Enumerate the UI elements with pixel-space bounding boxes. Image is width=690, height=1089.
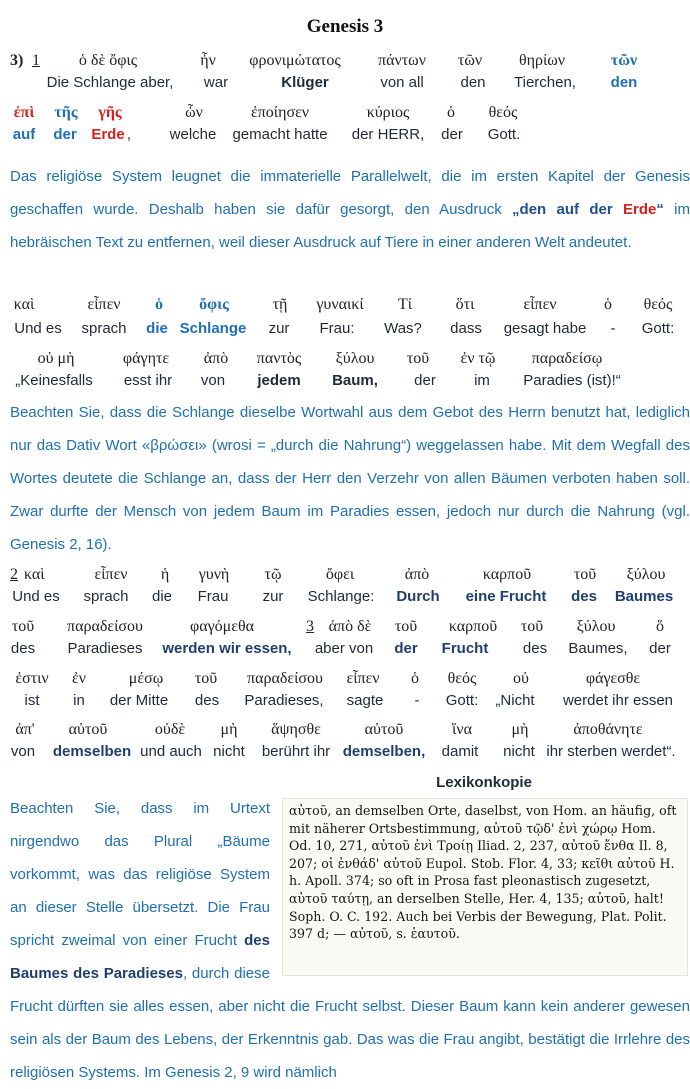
greek-row (10, 721, 686, 741)
greek-word: οὐ μὴ (37, 350, 75, 367)
german-word: - (414, 692, 420, 709)
german-word: nicht (503, 743, 535, 760)
greek-word: ξύλου (335, 350, 375, 367)
german-word: zur (268, 320, 290, 337)
greek-row (10, 52, 686, 72)
quoted-phrase: „den auf der (512, 201, 623, 218)
greek-word: παραδείσου (67, 618, 143, 635)
german-word: war (203, 74, 229, 91)
greek-word: φάγεσθε (585, 670, 641, 687)
greek-word: ὄφει (325, 566, 355, 583)
greek-word: εἶπεν (94, 566, 128, 583)
greek-word: εἶπεν (87, 296, 121, 313)
greek-word: ἦν (200, 52, 216, 69)
german-word: damit (441, 743, 479, 760)
german-row (10, 372, 686, 392)
german-word: zur (262, 588, 284, 605)
german-word: und auch (140, 743, 202, 760)
german-word: Klüger (281, 74, 329, 91)
greek-word: τοῦ (573, 566, 597, 583)
german-word: , (126, 126, 132, 143)
greek-word: τοῦ (394, 618, 418, 635)
quote-close: “ (656, 201, 664, 218)
german-word: „Nicht (495, 692, 535, 709)
german-word: „Keinesfalls (15, 372, 93, 389)
greek-row (10, 104, 686, 124)
greek-word: γυνὴ (198, 566, 230, 583)
german-word: der (53, 126, 77, 143)
greek-word: γυναικί (316, 296, 364, 313)
german-word: esst ihr (123, 372, 173, 389)
german-word: der (394, 640, 418, 657)
greek-word: Τί (397, 296, 413, 313)
german-word: dass (450, 320, 482, 337)
greek-word: ὧν (185, 104, 203, 121)
paragraph-text: Das religiöse System leugnet die immaterielle Parallelwelt, die im ersten Kapitel der Genesis geschaffen wurde. Deshalb haben sie dafür gesorgt, den Ausdruck (10, 168, 690, 218)
german-word: sagte (346, 692, 384, 709)
greek-word: εἶπεν (523, 296, 557, 313)
greek-word: γῆς (98, 104, 122, 121)
greek-word: πάντων (378, 52, 426, 69)
german-word: werdet ihr essen (562, 692, 674, 709)
german-word: der (649, 640, 671, 657)
greek-word: τῶν (457, 52, 483, 69)
greek-word: θεός (488, 104, 518, 121)
german-word: Frau: (319, 320, 355, 337)
greek-word: θεός (447, 670, 477, 687)
german-word: sprach (81, 320, 127, 337)
greek-word: ἀπὸ δὲ (328, 618, 372, 635)
german-word: berührt ihr (261, 743, 331, 760)
greek-word: παραδείσου (247, 670, 323, 687)
greek-word: ἀπὸ (203, 350, 229, 367)
greek-word: αὐτοῦ (68, 721, 108, 738)
paragraph-text: , durch diese Frucht dürften sie alles essen, aber nicht die Frucht selbst. Dieser Baum kann kein anderer gewesen sein als der Baum des Lebens, der Erkenntnis gab. Das was die Frau angibt, bestätigt die Irrlehre des religiösen Systems. Im Genesis 2, 9 wird nämlich (10, 965, 690, 1081)
lexicon-entry-text: αὐτοῦ, an demselben Orte, daselbst, von Hom. an häufig, oft mit näherer Ortsbestimmung, αὐτοῦ τῷδ' ἐνὶ χώρῳ Hom. Od. 10, 271, αὐτοῦ ἐνὶ Τροίῃ Iliad. 2, 237, αὐτοῦ ἔνθα Il. 8, 207; οἱ ἐνθάδ' αὐτοῦ Eupol. Stob. Flor. 4, 33; κεῖθι αὐτοῦ H. h. Apoll. 374; so oft in Prosa fast pleonastisch zugesetzt, αὐτοῦ ταύτῃ, an derselben Stelle, Her. 4, 135; αὐτοῦ, halt! Soph. O. C. 192. Auch bei Verbis der Bewegung, Plat. Polit. 397 d; — αὐτοῦ, s. ἑαυτοῦ. (289, 803, 677, 942)
german-word: im (474, 372, 490, 389)
german-word: demselben, (342, 743, 426, 760)
lexicon-float-spacer (270, 792, 690, 990)
german-word: Paradieses (67, 640, 143, 657)
german-word: ihr sterben werdet“. (546, 743, 676, 760)
german-word: der (414, 372, 436, 389)
german-word: Tierchen, (514, 74, 576, 91)
greek-word: ὅτι (455, 296, 475, 313)
german-word: Was? (384, 320, 422, 337)
greek-row (10, 296, 686, 316)
greek-word: τῷ (264, 566, 282, 583)
greek-word: τῇ (272, 296, 288, 313)
greek-word: φρονιμώτατος (249, 52, 341, 69)
greek-word: καρποῦ (482, 566, 532, 583)
greek-word: θηρίων (518, 52, 566, 69)
german-word: Frau (197, 588, 229, 605)
greek-word: μὴ (220, 721, 238, 738)
page-title: Genesis 3 (306, 16, 384, 37)
german-word: von (200, 372, 226, 389)
german-word: Und es (12, 588, 60, 605)
german-word: eine Frucht (465, 588, 547, 605)
german-word: Paradieses, (244, 692, 324, 709)
german-word: jedem (257, 372, 301, 389)
quoted-phrase-highlight: Erde (623, 201, 657, 218)
greek-word: τοῦ (406, 350, 430, 367)
greek-word: ὁ (411, 670, 419, 687)
greek-word: τῆς (54, 104, 78, 121)
greek-word: καρποῦ (448, 618, 498, 635)
greek-word: ἵνα (452, 721, 472, 738)
german-word: Baumes, (568, 640, 628, 657)
german-word: des (522, 640, 548, 657)
greek-word: ἀπὸ (404, 566, 430, 583)
greek-word: ἀπ' (15, 721, 35, 738)
german-word: in (73, 692, 85, 709)
verse-subnumber: 1 (32, 52, 40, 69)
german-row (10, 126, 686, 146)
greek-word: ξύλου (576, 618, 616, 635)
greek-word: παραδείσῳ (531, 350, 603, 367)
german-word: Baum, (332, 372, 378, 389)
german-word: Baumes (614, 588, 674, 605)
german-word: gemacht hatte (232, 126, 328, 143)
greek-word: ὁ (604, 296, 612, 313)
german-word: nicht (213, 743, 245, 760)
greek-word: ἅψησθε (271, 721, 321, 738)
greek-word: ἀποθάνητε (573, 721, 643, 738)
greek-word: ὅ (656, 618, 664, 635)
verse-number: 2 (10, 566, 18, 583)
german-row (10, 74, 686, 94)
german-word: aber von (314, 640, 374, 657)
german-row (10, 640, 686, 660)
german-word: Schlange: (307, 588, 375, 605)
german-word: Schlange (179, 320, 247, 337)
german-word: auf (12, 126, 36, 143)
german-word: Die Schlange aber, (46, 74, 174, 91)
verse-number: 3) (10, 52, 24, 69)
german-word: der HERR, (351, 126, 425, 143)
greek-word: καὶ (13, 296, 35, 313)
greek-word: ἐν (72, 670, 86, 687)
paragraph-text: Beachten Sie, dass im Urtext nirgendwo das Plural „Bäume vorkommt, was das religiöse System an dieser Stelle übersetzt. Die Frau spricht zweimal von einer Frucht (10, 800, 270, 949)
greek-word: μὴ (511, 721, 529, 738)
greek-row (10, 670, 686, 690)
greek-word: ὁ (155, 296, 163, 313)
greek-word: φαγόμεθα (189, 618, 255, 635)
german-word: des (10, 640, 36, 657)
german-word: die (146, 320, 168, 337)
german-word: von all (380, 74, 424, 91)
german-word: Durch (396, 588, 440, 605)
greek-row (10, 618, 686, 638)
greek-word: ἐποίησεν (250, 104, 310, 121)
greek-word: ὁ (447, 104, 455, 121)
greek-word: οὐδὲ (154, 721, 186, 738)
greek-word: θεός (643, 296, 673, 313)
german-word: des (571, 588, 597, 605)
greek-word: μέσῳ (128, 670, 164, 687)
german-word: - (610, 320, 616, 337)
german-word: Paradies (ist)!“ (523, 372, 621, 389)
paragraph-text: im hebräischen Text zu entfernen, weil dieser Ausdruck auf Tiere in einer anderen Welt andeutet. (10, 201, 690, 251)
german-word: der (441, 126, 463, 143)
german-word: den (610, 74, 638, 91)
german-row (10, 320, 686, 340)
german-word: demselben (52, 743, 132, 760)
greek-word: τοῦ (11, 618, 35, 635)
commentary-paragraph (10, 792, 690, 1082)
german-word: Erde (91, 126, 125, 143)
greek-word: τῶν (610, 52, 638, 69)
greek-word: παντὸς (256, 350, 302, 367)
greek-row (10, 566, 686, 586)
greek-word: εἶπεν (346, 670, 380, 687)
german-word: der Mitte (109, 692, 169, 709)
german-word: Frucht (441, 640, 489, 657)
german-row (10, 743, 686, 763)
greek-word: φάγητε (122, 350, 170, 367)
verse-number: 3 (306, 618, 314, 635)
german-word: sprach (83, 588, 129, 605)
german-word: Gott: (445, 692, 479, 709)
german-word: die (151, 588, 173, 605)
german-word: des (194, 692, 220, 709)
german-word: Gott. (487, 126, 521, 143)
greek-word: ἡ (160, 566, 170, 583)
commentary-paragraph: Beachten Sie, dass die Schlange dieselbe Wortwahl aus dem Gebot des Herrn benutzt hat, lediglich nur das Dativ Wort «βρώσει» (wrosi = „durch die Nahrung“) weggelassen habe. Mit dem Wegfall des Wortes deutete die Schlange an, dass der Herr den Verzehr von allen Bäumen verboten haben soll. Zwar durfte der Mensch von jedem Baum im Paradies essen, jedoch nur durch die Nahrung (vgl. Genesis 2, 16). (10, 404, 690, 553)
german-word: welche (169, 126, 217, 143)
greek-word: κύριος (366, 104, 410, 121)
emphasized-phrase: des Baumes des Paradieses (10, 932, 270, 982)
greek-word: ἐστιν (15, 670, 49, 687)
german-word: ist (24, 692, 40, 709)
greek-word: ὄφις (199, 296, 229, 313)
greek-word: αὐτοῦ (364, 721, 404, 738)
greek-word: καὶ (24, 566, 45, 583)
german-word: Gott: (641, 320, 675, 337)
greek-word: ξύλου (626, 566, 666, 583)
german-word: den (460, 74, 486, 91)
german-row (10, 692, 686, 712)
greek-word: τοῦ (520, 618, 544, 635)
german-word: von (10, 743, 36, 760)
german-word: gesagt habe (503, 320, 587, 337)
greek-word: ἐν τῷ (460, 350, 496, 367)
german-word: Und es (14, 320, 62, 337)
commentary-paragraph (10, 160, 690, 259)
german-row (10, 588, 686, 608)
greek-word: τοῦ (194, 670, 218, 687)
greek-word: ὁ δὲ ὄφις (78, 52, 138, 69)
greek-word: οὐ (513, 670, 529, 687)
german-word: werden wir essen, (162, 640, 292, 657)
lexicon-title: Lexikonkopie (436, 774, 532, 791)
greek-row (10, 350, 686, 370)
greek-word: ἐπὶ (13, 104, 35, 121)
